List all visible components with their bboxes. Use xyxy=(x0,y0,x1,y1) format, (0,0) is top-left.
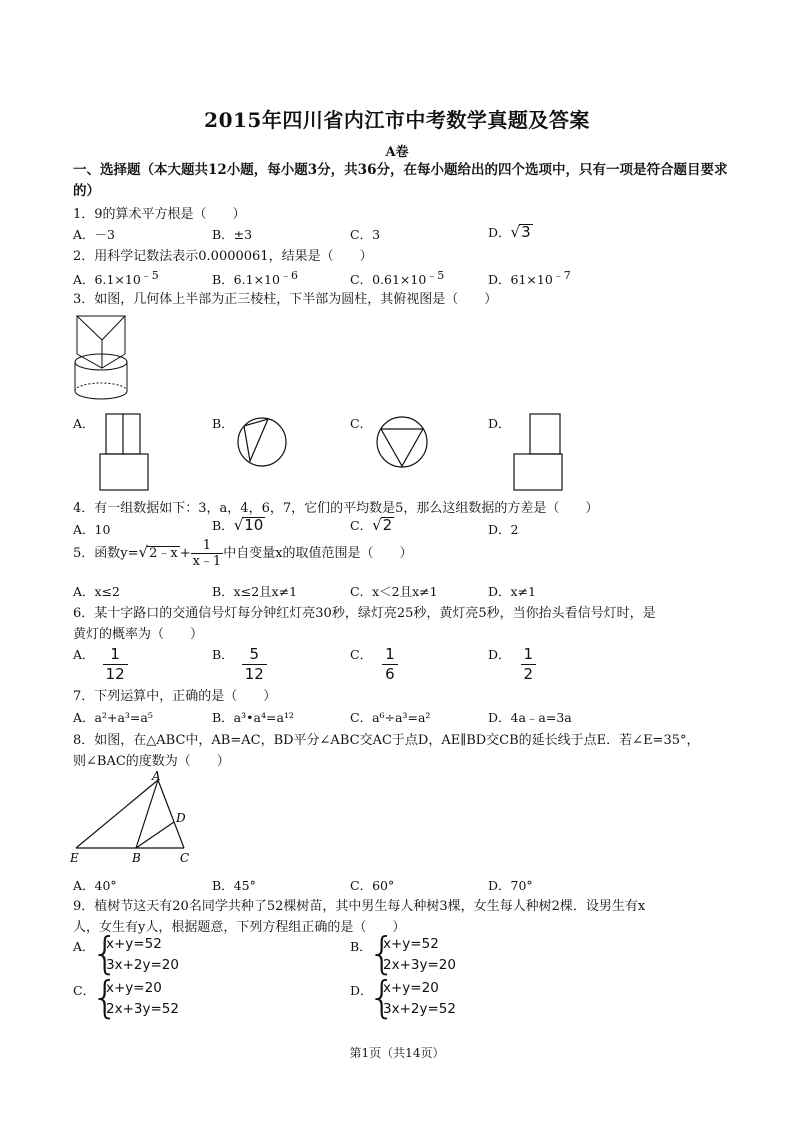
q9-option-d-system: x+y=20 3x+2y=52 xyxy=(383,980,456,1017)
q3-figure-a xyxy=(98,412,150,492)
q5-stem: 5．函数y=√2﹣x + $\frac{1}{x﹣1}$ 中自变量x的取值范围是（ ） xyxy=(73,538,413,569)
q5-option-b: B．x≤2且x≠1 xyxy=(212,584,298,599)
q9-stem-line2: 人，女生有y人，根据题意，下列方程组正确的是（ ） xyxy=(73,920,406,935)
q9-option-b-system: x+y=52 2x+3y=20 xyxy=(383,936,456,973)
q6-option-b: B． $\frac{5}{12}$ xyxy=(212,645,267,684)
q2-option-a: A．$6.1\times 10^{﹣5}$ xyxy=(73,269,159,288)
label-b: B xyxy=(132,851,141,865)
q4-option-b: B．√10 xyxy=(212,516,264,534)
q2-option-c: C．$0.61\times 10^{﹣5}$ xyxy=(350,269,445,288)
q9-a-brace: { xyxy=(91,928,119,979)
q9-option-a-label: A． xyxy=(73,939,95,954)
q9-c-brace: { xyxy=(91,972,119,1023)
q7-stem: 7．下列运算中，正确的是（ ） xyxy=(73,689,277,704)
q8-option-c: C．60° xyxy=(350,878,395,893)
q4-stem: 4．有一组数据如下：3，a，4，6，7，它们的平均数是5，那么这组数据的方差是（ ） xyxy=(73,501,599,516)
q7-option-c: C．a⁶÷a³=a² xyxy=(350,710,431,725)
volume-label: A卷 xyxy=(385,145,409,160)
q2-stem: 2．用科学记数法表示0.0000061，结果是（ ） xyxy=(73,249,373,264)
q5-option-c: C．x＜2且x≠1 xyxy=(350,584,438,599)
q8-stem-line1: 8．如图，在△ABC中，AB=AC，BD平分∠ABC交AC于点D，AE∥BD交CB的延长线于点E．若∠E=35°， xyxy=(73,733,700,748)
q2-option-d: D．$61\times 10^{﹣7}$ xyxy=(488,269,571,288)
q3-option-d: D． xyxy=(488,416,511,431)
q3-option-a: A． xyxy=(73,416,95,431)
q1-option-a: A．－3 xyxy=(73,227,115,242)
page-footer: 第1页（共14页） xyxy=(349,1046,445,1060)
q9-d-brace: { xyxy=(368,972,396,1023)
q9-option-a-system: x+y=52 3x+2y=20 xyxy=(106,936,179,973)
q4-option-a: A．10 xyxy=(73,522,111,537)
q3-stem: 3．如图，几何体上半部为正三棱柱，下半部为圆柱，其俯视图是（ ） xyxy=(73,292,498,307)
label-e: E xyxy=(70,851,79,865)
q5-option-d: D．x≠1 xyxy=(488,584,536,599)
q6-stem-line2: 黄灯的概率为（ ） xyxy=(73,627,204,642)
label-d: D xyxy=(176,811,186,825)
q3-option-c: C． xyxy=(350,416,373,431)
q9-option-d-label: D． xyxy=(350,983,373,998)
label-a: A xyxy=(152,770,161,783)
q2-option-b: B．$6.1\times 10^{﹣6}$ xyxy=(212,269,298,288)
q9-option-b-label: B． xyxy=(350,939,372,954)
section-heading: 一、选择题（本大题共12小题，每小题3分，共36分，在每小题给出的四个选项中，只有一项是符合题目要求的） xyxy=(73,162,728,199)
q4-option-c: C．√2 xyxy=(350,516,393,534)
q5-option-a: A．x≤2 xyxy=(73,584,121,599)
q8-option-b: B．45° xyxy=(212,878,256,893)
q3-option-b: B． xyxy=(212,416,234,431)
q3-figure-c xyxy=(374,414,430,470)
q1-option-d: D．√3 xyxy=(488,223,531,241)
q7-option-a: A．a²+a³=a⁵ xyxy=(73,710,153,725)
q1-stem: 1．9的算术平方根是（ ） xyxy=(73,207,246,222)
q1-option-c: C．3 xyxy=(350,227,381,242)
q3-solid-figure xyxy=(72,314,132,402)
q9-stem-line1: 9．植树节这天有20名同学共种了52棵树苗，其中男生每人种树3棵，女生每人种树2棵．设男生有x xyxy=(73,899,646,914)
page-title: 2015年四川省内江市中考数学真题及答案 xyxy=(204,108,590,132)
q8-option-d: D．70° xyxy=(488,878,533,893)
q6-option-c: C． $\frac{1}{6}$ xyxy=(350,645,398,684)
q7-option-b: B．a³•a⁴=a¹² xyxy=(212,710,294,725)
label-c: C xyxy=(180,851,190,865)
q9-option-c-label: C． xyxy=(73,983,96,998)
q3-figure-d xyxy=(512,412,564,492)
q1-option-b: B．±3 xyxy=(212,227,253,242)
q4-option-d: D．2 xyxy=(488,522,519,537)
q3-figure-b xyxy=(236,416,288,468)
q8-stem-line2: 则∠BAC的度数为（ ） xyxy=(73,754,230,769)
q6-stem-line1: 6．某十字路口的交通信号灯每分钟红灯亮30秒，绿灯亮25秒，黄灯亮5秒，当你抬头看信号灯时，是 xyxy=(73,606,656,621)
q9-option-c-system: x+y=20 2x+3y=52 xyxy=(106,980,179,1017)
q9-b-brace: { xyxy=(368,928,396,979)
q7-option-d: D．4a﹣a=3a xyxy=(488,710,572,725)
q6-option-d: D． $\frac{1}{2}$ xyxy=(488,645,536,684)
q8-triangle-figure xyxy=(70,770,200,866)
q6-option-a: A． $\frac{1}{12}$ xyxy=(73,645,128,684)
q8-option-a: A．40° xyxy=(73,878,117,893)
